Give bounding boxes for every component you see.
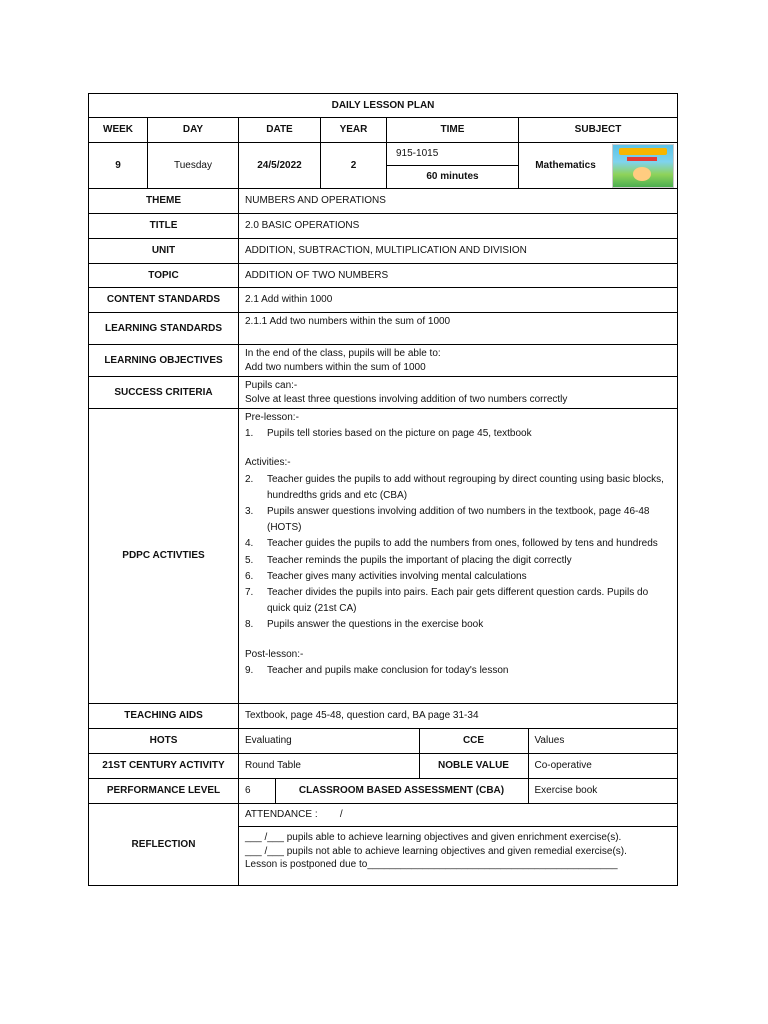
activity-item (245, 617, 671, 633)
pdpc-content (239, 409, 678, 704)
activity-number: 7. (245, 587, 254, 599)
topic-value: ADDITION OF TWO NUMBERS (239, 264, 678, 288)
cce-label: CCE (419, 729, 528, 753)
activity-text: Teacher divides the pupils into pairs. Each pair gets different question cards. Pupils do quick quiz (21st CA) (267, 587, 649, 615)
topic-label: TOPIC (89, 264, 239, 288)
pre-lesson-list (245, 426, 671, 442)
activity-text: Teacher guides the pupils to add the numbers from ones, followed by tens and hundreds (267, 538, 658, 550)
learning-objectives-line2: Add two numbers within the sum of 1000 (245, 361, 426, 373)
activity-text: Teacher reminds the pupils the important of placing the digit correctly (267, 554, 572, 566)
hots-value: Evaluating (245, 735, 292, 747)
activity-item (245, 426, 671, 442)
activity-number: 8. (245, 619, 254, 631)
century-activity-label: 21ST CENTURY ACTIVITY (89, 754, 239, 779)
activity-item (245, 536, 671, 552)
reflection-label: REFLECTION (89, 804, 239, 886)
theme-label: THEME (89, 189, 239, 214)
activity-item (245, 553, 671, 569)
content-standards-label: CONTENT STANDARDS (89, 288, 239, 313)
learning-standards-value: 2.1.1 Add two numbers within the sum of 1000 (239, 313, 678, 345)
activity-text: Pupils tell stories based on the picture on page 45, textbook (267, 428, 532, 440)
title-value: 2.0 BASIC OPERATIONS (239, 214, 678, 239)
cba-label: CLASSROOM BASED ASSESSMENT (CBA) (275, 779, 528, 803)
year-value: 2 (321, 143, 387, 189)
activity-item (245, 504, 671, 536)
theme-value: NUMBERS AND OPERATIONS (239, 189, 678, 214)
time-range: 915-1015 (387, 143, 518, 166)
time-header: TIME (387, 118, 519, 143)
success-criteria-line1: Pupils can:- (245, 380, 298, 391)
week-value: 9 (89, 143, 148, 189)
noble-value: Co-operative (528, 754, 677, 778)
success-criteria-label: SUCCESS CRITERIA (89, 377, 239, 409)
pre-lesson-heading: Pre-lesson:- (245, 412, 299, 423)
title-label: TITLE (89, 214, 239, 239)
date-value: 24/5/2022 (239, 143, 321, 189)
day-header: DAY (148, 118, 239, 143)
learning-objectives-line1: In the end of the class, pupils will be able to: (245, 348, 441, 359)
activity-text: Pupils answer the questions in the exercise book (267, 619, 484, 631)
cba-value: Exercise book (528, 779, 677, 803)
time-cell (387, 143, 519, 189)
textbook-cover-image (612, 144, 674, 188)
success-criteria-line2: Solve at least three questions involving addition of two numbers correctly (245, 393, 568, 405)
page-title: DAILY LESSON PLAN (89, 94, 678, 118)
attendance: ATTENDANCE : / (239, 804, 677, 827)
activity-number: 1. (245, 428, 254, 440)
activity-text: Pupils answer questions involving addition of two numbers in the textbook, page 46-48 (HOTS) (267, 506, 650, 534)
activity-item (245, 569, 671, 585)
lesson-plan-table (88, 93, 678, 886)
learning-objectives-value (239, 345, 678, 377)
date-header: DATE (239, 118, 321, 143)
subject-cell (519, 143, 678, 189)
week-header: WEEK (89, 118, 148, 143)
activity-number: 5. (245, 554, 254, 566)
activity-number: 9. (245, 664, 254, 676)
post-lesson-heading: Post-lesson:- (245, 648, 304, 660)
subject-value: Mathematics (535, 159, 596, 171)
performance-level-label: PERFORMANCE LEVEL (89, 779, 239, 804)
century-activity-value: Round Table (245, 760, 301, 772)
activities-list (245, 472, 671, 634)
activity-item (245, 663, 671, 679)
year-header: YEAR (321, 118, 387, 143)
reflection-line1: ___ /___ pupils able to achieve learning objectives and given enrichment exercise(s). (245, 832, 622, 843)
activity-number: 6. (245, 570, 254, 582)
subject-header: SUBJECT (519, 118, 678, 143)
noble-value-label: NOBLE VALUE (419, 754, 528, 778)
unit-label: UNIT (89, 239, 239, 264)
learning-standards-label: LEARNING STANDARDS (89, 313, 239, 345)
day-value: Tuesday (148, 143, 239, 189)
learning-objectives-label: LEARNING OBJECTIVES (89, 345, 239, 377)
activity-item (245, 585, 671, 617)
performance-level-value: 6 (245, 785, 251, 797)
activity-text: Teacher gives many activities involving mental calculations (267, 570, 527, 582)
activities-heading: Activities:- (245, 457, 291, 469)
reflection-content (239, 804, 678, 886)
content-standards-value: 2.1 Add within 1000 (239, 288, 678, 313)
unit-value: ADDITION, SUBTRACTION, MULTIPLICATION AND DIVISION (239, 239, 678, 264)
duration: 60 minutes (426, 171, 479, 182)
post-lesson-list (245, 663, 671, 679)
reflection-line3: Lesson is postponed due to_____________________________________________ (245, 859, 618, 870)
success-criteria-value (239, 377, 678, 409)
hots-label: HOTS (89, 729, 239, 754)
cce-value: Values (528, 729, 677, 753)
reflection-line2: ___ /___ pupils not able to achieve learning objectives and given remedial exercise(s). (245, 845, 627, 857)
activity-item (245, 472, 671, 504)
teaching-aids-value: Textbook, page 45-48, question card, BA page 31-34 (239, 704, 678, 729)
activity-number: 4. (245, 538, 254, 550)
pdpc-label: PDPC ACTIVTIES (89, 409, 239, 704)
activity-text: Teacher and pupils make conclusion for today's lesson (267, 664, 509, 676)
activity-text: Teacher guides the pupils to add without regrouping by direct counting using basic blocks, hundredths grids and etc (CBA) (267, 473, 664, 501)
activity-number: 3. (245, 506, 254, 518)
teaching-aids-label: TEACHING AIDS (89, 704, 239, 729)
activity-number: 2. (245, 473, 254, 485)
